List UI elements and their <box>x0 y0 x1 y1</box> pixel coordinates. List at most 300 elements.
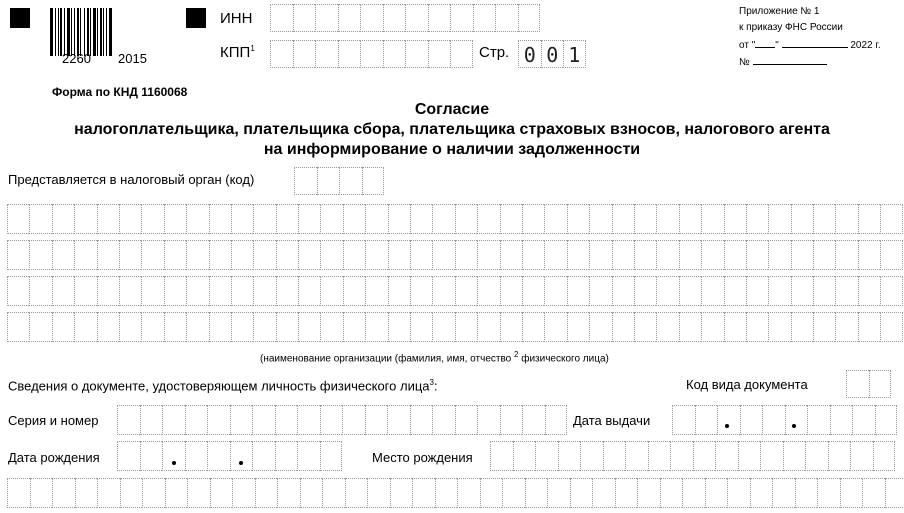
input-cell[interactable] <box>835 276 857 306</box>
input-cell[interactable] <box>277 478 300 508</box>
input-cell[interactable] <box>455 276 477 306</box>
input-cell[interactable] <box>656 204 678 234</box>
document-type-code-field[interactable] <box>846 370 891 398</box>
input-cell[interactable] <box>432 312 454 342</box>
input-cell[interactable] <box>750 478 773 508</box>
input-cell[interactable] <box>813 204 835 234</box>
input-cell[interactable] <box>500 240 522 270</box>
input-cell[interactable] <box>209 204 231 234</box>
input-cell[interactable] <box>210 478 233 508</box>
input-cell[interactable] <box>345 478 368 508</box>
input-cell[interactable] <box>589 240 611 270</box>
input-cell[interactable] <box>450 4 473 32</box>
input-cell[interactable] <box>7 478 30 508</box>
input-cell[interactable] <box>567 276 589 306</box>
input-cell[interactable] <box>648 441 671 471</box>
input-cell[interactable] <box>119 240 141 270</box>
input-cell[interactable] <box>670 441 693 471</box>
input-cell[interactable] <box>164 240 186 270</box>
input-cell[interactable] <box>410 405 433 435</box>
input-cell[interactable] <box>791 312 813 342</box>
input-cell[interactable] <box>705 478 728 508</box>
input-cell[interactable] <box>502 478 525 508</box>
issue-date-field[interactable] <box>672 405 897 435</box>
input-cell[interactable] <box>813 276 835 306</box>
input-cell[interactable] <box>544 276 566 306</box>
input-cell[interactable] <box>120 478 143 508</box>
input-cell[interactable] <box>768 312 790 342</box>
input-cell[interactable] <box>477 204 499 234</box>
input-cell[interactable] <box>298 312 320 342</box>
input-cell[interactable] <box>74 240 96 270</box>
input-cell[interactable] <box>343 240 365 270</box>
input-cell[interactable] <box>727 478 750 508</box>
input-cell[interactable] <box>276 240 298 270</box>
input-cell[interactable] <box>29 276 51 306</box>
input-cell[interactable] <box>428 4 451 32</box>
input-cell[interactable] <box>164 312 186 342</box>
input-cell[interactable] <box>270 40 293 68</box>
input-cell[interactable] <box>880 276 902 306</box>
input-cell[interactable] <box>165 478 188 508</box>
input-cell[interactable] <box>612 204 634 234</box>
input-cell[interactable] <box>365 204 387 234</box>
input-cell[interactable] <box>762 405 785 435</box>
input-cell[interactable] <box>455 405 478 435</box>
input-cell[interactable] <box>74 312 96 342</box>
organization-name-row[interactable] <box>7 240 903 270</box>
input-cell[interactable] <box>231 240 253 270</box>
input-cell[interactable] <box>52 276 74 306</box>
input-cell[interactable] <box>29 204 51 234</box>
input-cell[interactable] <box>298 240 320 270</box>
input-cell[interactable] <box>672 405 695 435</box>
input-cell[interactable] <box>701 204 723 234</box>
input-cell[interactable] <box>701 276 723 306</box>
input-cell[interactable] <box>768 240 790 270</box>
input-cell[interactable] <box>746 204 768 234</box>
input-cell[interactable] <box>338 4 361 32</box>
input-cell[interactable] <box>388 276 410 306</box>
input-cell[interactable] <box>693 441 716 471</box>
input-cell[interactable] <box>435 478 458 508</box>
input-cell[interactable] <box>97 204 119 234</box>
input-cell[interactable] <box>768 204 790 234</box>
input-cell[interactable] <box>544 204 566 234</box>
input-cell[interactable] <box>544 312 566 342</box>
input-cell[interactable] <box>253 276 275 306</box>
input-cell[interactable] <box>365 276 387 306</box>
input-cell[interactable] <box>858 204 880 234</box>
birth-date-field[interactable] <box>117 441 342 471</box>
input-cell[interactable] <box>297 441 320 471</box>
input-cell[interactable] <box>140 441 163 471</box>
input-cell[interactable] <box>275 405 298 435</box>
input-cell[interactable] <box>634 312 656 342</box>
input-cell[interactable] <box>746 312 768 342</box>
input-cell[interactable] <box>162 441 185 471</box>
page-number-field[interactable] <box>518 40 586 68</box>
input-cell[interactable] <box>603 441 626 471</box>
input-cell[interactable] <box>428 40 451 68</box>
input-cell[interactable] <box>276 276 298 306</box>
input-cell[interactable] <box>412 478 435 508</box>
organization-name-row[interactable] <box>7 276 903 306</box>
input-cell[interactable] <box>525 478 548 508</box>
input-cell[interactable] <box>97 478 120 508</box>
input-cell[interactable] <box>873 441 896 471</box>
input-cell[interactable] <box>320 276 342 306</box>
input-cell[interactable] <box>785 405 808 435</box>
input-cell[interactable] <box>625 441 648 471</box>
input-cell[interactable] <box>164 204 186 234</box>
input-cell[interactable] <box>679 276 701 306</box>
input-cell[interactable] <box>724 276 746 306</box>
input-cell[interactable] <box>29 312 51 342</box>
input-cell[interactable] <box>252 441 275 471</box>
input-cell[interactable] <box>230 441 253 471</box>
input-cell[interactable] <box>567 312 589 342</box>
input-cell[interactable] <box>293 4 316 32</box>
input-cell[interactable] <box>315 40 338 68</box>
input-cell[interactable] <box>97 276 119 306</box>
input-cell[interactable] <box>7 312 29 342</box>
input-cell[interactable] <box>276 312 298 342</box>
input-cell[interactable] <box>410 204 432 234</box>
input-cell[interactable] <box>612 240 634 270</box>
input-cell[interactable]: 1 <box>563 40 586 68</box>
organization-name-row[interactable] <box>7 204 903 234</box>
input-cell[interactable] <box>558 441 581 471</box>
input-cell[interactable] <box>253 240 275 270</box>
input-cell[interactable] <box>791 204 813 234</box>
input-cell[interactable] <box>724 240 746 270</box>
input-cell[interactable] <box>339 167 362 195</box>
input-cell[interactable] <box>360 40 383 68</box>
input-cell[interactable] <box>293 40 316 68</box>
input-cell[interactable] <box>679 240 701 270</box>
input-cell[interactable] <box>275 441 298 471</box>
input-cell[interactable] <box>270 4 293 32</box>
input-cell[interactable] <box>320 312 342 342</box>
input-cell[interactable] <box>817 478 840 508</box>
input-cell[interactable] <box>828 441 851 471</box>
input-cell[interactable] <box>772 478 795 508</box>
input-cell[interactable]: 0 <box>541 40 564 68</box>
input-cell[interactable] <box>320 204 342 234</box>
input-cell[interactable] <box>367 478 390 508</box>
input-cell[interactable] <box>186 204 208 234</box>
input-cell[interactable] <box>455 240 477 270</box>
input-cell[interactable] <box>365 405 388 435</box>
input-cell[interactable] <box>410 312 432 342</box>
input-cell[interactable] <box>746 240 768 270</box>
input-cell[interactable] <box>209 240 231 270</box>
input-cell[interactable] <box>455 204 477 234</box>
input-cell[interactable] <box>567 240 589 270</box>
input-cell[interactable] <box>230 405 253 435</box>
input-cell[interactable] <box>522 312 544 342</box>
input-cell[interactable] <box>52 478 75 508</box>
input-cell[interactable] <box>858 312 880 342</box>
input-cell[interactable] <box>252 405 275 435</box>
input-cell[interactable] <box>701 312 723 342</box>
input-cell[interactable] <box>473 4 496 32</box>
input-cell[interactable] <box>567 204 589 234</box>
input-cell[interactable] <box>97 240 119 270</box>
input-cell[interactable] <box>589 312 611 342</box>
input-cell[interactable] <box>207 405 230 435</box>
input-cell[interactable] <box>592 478 615 508</box>
input-cell[interactable] <box>570 478 593 508</box>
input-cell[interactable] <box>231 276 253 306</box>
input-cell[interactable] <box>7 240 29 270</box>
input-cell[interactable] <box>74 204 96 234</box>
input-cell[interactable] <box>297 405 320 435</box>
input-cell[interactable] <box>450 40 473 68</box>
input-cell[interactable] <box>547 478 570 508</box>
input-cell[interactable] <box>410 276 432 306</box>
input-cell[interactable] <box>513 441 536 471</box>
input-cell[interactable] <box>500 276 522 306</box>
input-cell[interactable] <box>835 312 857 342</box>
input-cell[interactable] <box>405 40 428 68</box>
input-cell[interactable] <box>679 204 701 234</box>
input-cell[interactable] <box>840 478 863 508</box>
input-cell[interactable] <box>52 240 74 270</box>
input-cell[interactable] <box>880 204 902 234</box>
input-cell[interactable] <box>362 167 385 195</box>
input-cell[interactable] <box>880 240 902 270</box>
input-cell[interactable] <box>783 441 806 471</box>
input-cell[interactable] <box>186 240 208 270</box>
input-cell[interactable] <box>410 240 432 270</box>
input-cell[interactable] <box>615 478 638 508</box>
input-cell[interactable] <box>432 405 455 435</box>
input-cell[interactable] <box>612 276 634 306</box>
input-cell[interactable] <box>656 276 678 306</box>
input-cell[interactable] <box>253 204 275 234</box>
input-cell[interactable] <box>343 276 365 306</box>
input-cell[interactable] <box>315 4 338 32</box>
input-cell[interactable] <box>455 312 477 342</box>
input-cell[interactable] <box>52 312 74 342</box>
input-cell[interactable] <box>253 312 275 342</box>
input-cell[interactable] <box>140 405 163 435</box>
input-cell[interactable] <box>500 405 523 435</box>
input-cell[interactable] <box>209 276 231 306</box>
input-cell[interactable] <box>656 312 678 342</box>
input-cell[interactable] <box>656 240 678 270</box>
tax-authority-code-field[interactable] <box>294 167 384 195</box>
input-cell[interactable] <box>885 478 904 508</box>
input-cell[interactable] <box>850 441 873 471</box>
input-cell[interactable] <box>612 312 634 342</box>
input-cell[interactable] <box>813 312 835 342</box>
input-cell[interactable] <box>7 204 29 234</box>
input-cell[interactable] <box>634 240 656 270</box>
input-cell[interactable] <box>383 40 406 68</box>
input-cell[interactable] <box>457 478 480 508</box>
input-cell[interactable] <box>186 276 208 306</box>
input-cell[interactable] <box>522 405 545 435</box>
input-cell[interactable] <box>322 478 345 508</box>
input-cell[interactable] <box>500 204 522 234</box>
input-cell[interactable] <box>634 204 656 234</box>
input-cell[interactable] <box>231 204 253 234</box>
input-cell[interactable] <box>724 204 746 234</box>
input-cell[interactable] <box>490 441 513 471</box>
organization-name-row[interactable] <box>7 312 903 342</box>
input-cell[interactable] <box>477 276 499 306</box>
input-cell[interactable] <box>717 405 740 435</box>
input-cell[interactable] <box>535 441 558 471</box>
input-cell[interactable] <box>405 4 428 32</box>
input-cell[interactable] <box>738 441 761 471</box>
input-cell[interactable] <box>795 478 818 508</box>
input-cell[interactable] <box>343 204 365 234</box>
input-cell[interactable] <box>187 478 210 508</box>
input-cell[interactable] <box>813 240 835 270</box>
input-cell[interactable] <box>500 312 522 342</box>
input-cell[interactable] <box>320 240 342 270</box>
input-cell[interactable] <box>52 204 74 234</box>
input-cell[interactable] <box>580 441 603 471</box>
input-cell[interactable] <box>679 312 701 342</box>
input-cell[interactable] <box>388 240 410 270</box>
input-cell[interactable] <box>477 405 500 435</box>
input-cell[interactable] <box>231 312 253 342</box>
input-cell[interactable] <box>791 276 813 306</box>
input-cell[interactable] <box>695 405 718 435</box>
input-cell[interactable] <box>186 312 208 342</box>
input-cell[interactable] <box>746 276 768 306</box>
input-cell[interactable] <box>117 441 140 471</box>
input-cell[interactable] <box>298 276 320 306</box>
input-cell[interactable] <box>522 276 544 306</box>
input-cell[interactable] <box>360 4 383 32</box>
input-cell[interactable] <box>343 312 365 342</box>
input-cell[interactable] <box>232 478 255 508</box>
input-cell[interactable] <box>637 478 660 508</box>
input-cell[interactable] <box>880 312 902 342</box>
input-cell[interactable] <box>75 478 98 508</box>
input-cell[interactable] <box>852 405 875 435</box>
kpp-field[interactable] <box>270 40 473 68</box>
input-cell[interactable] <box>875 405 898 435</box>
input-cell[interactable] <box>300 478 323 508</box>
input-cell[interactable] <box>805 441 828 471</box>
input-cell[interactable] <box>142 478 165 508</box>
inn-field[interactable] <box>270 4 540 32</box>
input-cell[interactable] <box>660 478 683 508</box>
input-cell[interactable] <box>477 240 499 270</box>
input-cell[interactable] <box>522 240 544 270</box>
input-cell[interactable] <box>760 441 783 471</box>
input-cell[interactable] <box>209 312 231 342</box>
birth-place-continuation-field[interactable] <box>7 478 904 508</box>
input-cell[interactable] <box>791 240 813 270</box>
input-cell[interactable] <box>119 312 141 342</box>
input-cell[interactable] <box>589 204 611 234</box>
input-cell[interactable] <box>141 240 163 270</box>
input-cell[interactable] <box>869 370 892 398</box>
input-cell[interactable] <box>30 478 53 508</box>
input-cell[interactable] <box>387 405 410 435</box>
input-cell[interactable] <box>862 478 885 508</box>
input-cell[interactable] <box>141 276 163 306</box>
series-number-field[interactable] <box>117 405 567 435</box>
input-cell[interactable] <box>477 312 499 342</box>
input-cell[interactable] <box>29 240 51 270</box>
input-cell[interactable] <box>74 276 96 306</box>
input-cell[interactable] <box>807 405 830 435</box>
input-cell[interactable] <box>846 370 869 398</box>
input-cell[interactable] <box>701 240 723 270</box>
input-cell[interactable] <box>495 4 518 32</box>
input-cell[interactable] <box>858 276 880 306</box>
input-cell[interactable] <box>119 204 141 234</box>
input-cell[interactable] <box>835 204 857 234</box>
input-cell[interactable] <box>835 240 857 270</box>
input-cell[interactable] <box>185 441 208 471</box>
input-cell[interactable] <box>317 167 340 195</box>
input-cell[interactable] <box>432 276 454 306</box>
input-cell[interactable] <box>141 204 163 234</box>
input-cell[interactable] <box>858 240 880 270</box>
input-cell[interactable] <box>522 204 544 234</box>
input-cell[interactable] <box>338 40 361 68</box>
input-cell[interactable] <box>365 240 387 270</box>
input-cell[interactable] <box>390 478 413 508</box>
input-cell[interactable] <box>589 276 611 306</box>
input-cell[interactable] <box>97 312 119 342</box>
input-cell[interactable] <box>388 312 410 342</box>
input-cell[interactable] <box>119 276 141 306</box>
input-cell[interactable] <box>207 441 230 471</box>
input-cell[interactable] <box>162 405 185 435</box>
input-cell[interactable] <box>365 312 387 342</box>
input-cell[interactable] <box>724 312 746 342</box>
input-cell[interactable]: 0 <box>518 40 541 68</box>
input-cell[interactable] <box>768 276 790 306</box>
input-cell[interactable] <box>388 204 410 234</box>
input-cell[interactable] <box>682 478 705 508</box>
input-cell[interactable] <box>164 276 186 306</box>
input-cell[interactable] <box>320 441 343 471</box>
birth-place-field[interactable] <box>490 441 895 471</box>
input-cell[interactable] <box>432 204 454 234</box>
input-cell[interactable] <box>715 441 738 471</box>
input-cell[interactable] <box>298 204 320 234</box>
input-cell[interactable] <box>276 204 298 234</box>
input-cell[interactable] <box>432 240 454 270</box>
input-cell[interactable] <box>185 405 208 435</box>
input-cell[interactable] <box>518 4 541 32</box>
input-cell[interactable] <box>634 276 656 306</box>
input-cell[interactable] <box>294 167 317 195</box>
input-cell[interactable] <box>830 405 853 435</box>
input-cell[interactable] <box>740 405 763 435</box>
input-cell[interactable] <box>544 240 566 270</box>
input-cell[interactable] <box>117 405 140 435</box>
input-cell[interactable] <box>7 276 29 306</box>
input-cell[interactable] <box>545 405 568 435</box>
input-cell[interactable] <box>320 405 343 435</box>
input-cell[interactable] <box>383 4 406 32</box>
input-cell[interactable] <box>141 312 163 342</box>
input-cell[interactable] <box>255 478 278 508</box>
